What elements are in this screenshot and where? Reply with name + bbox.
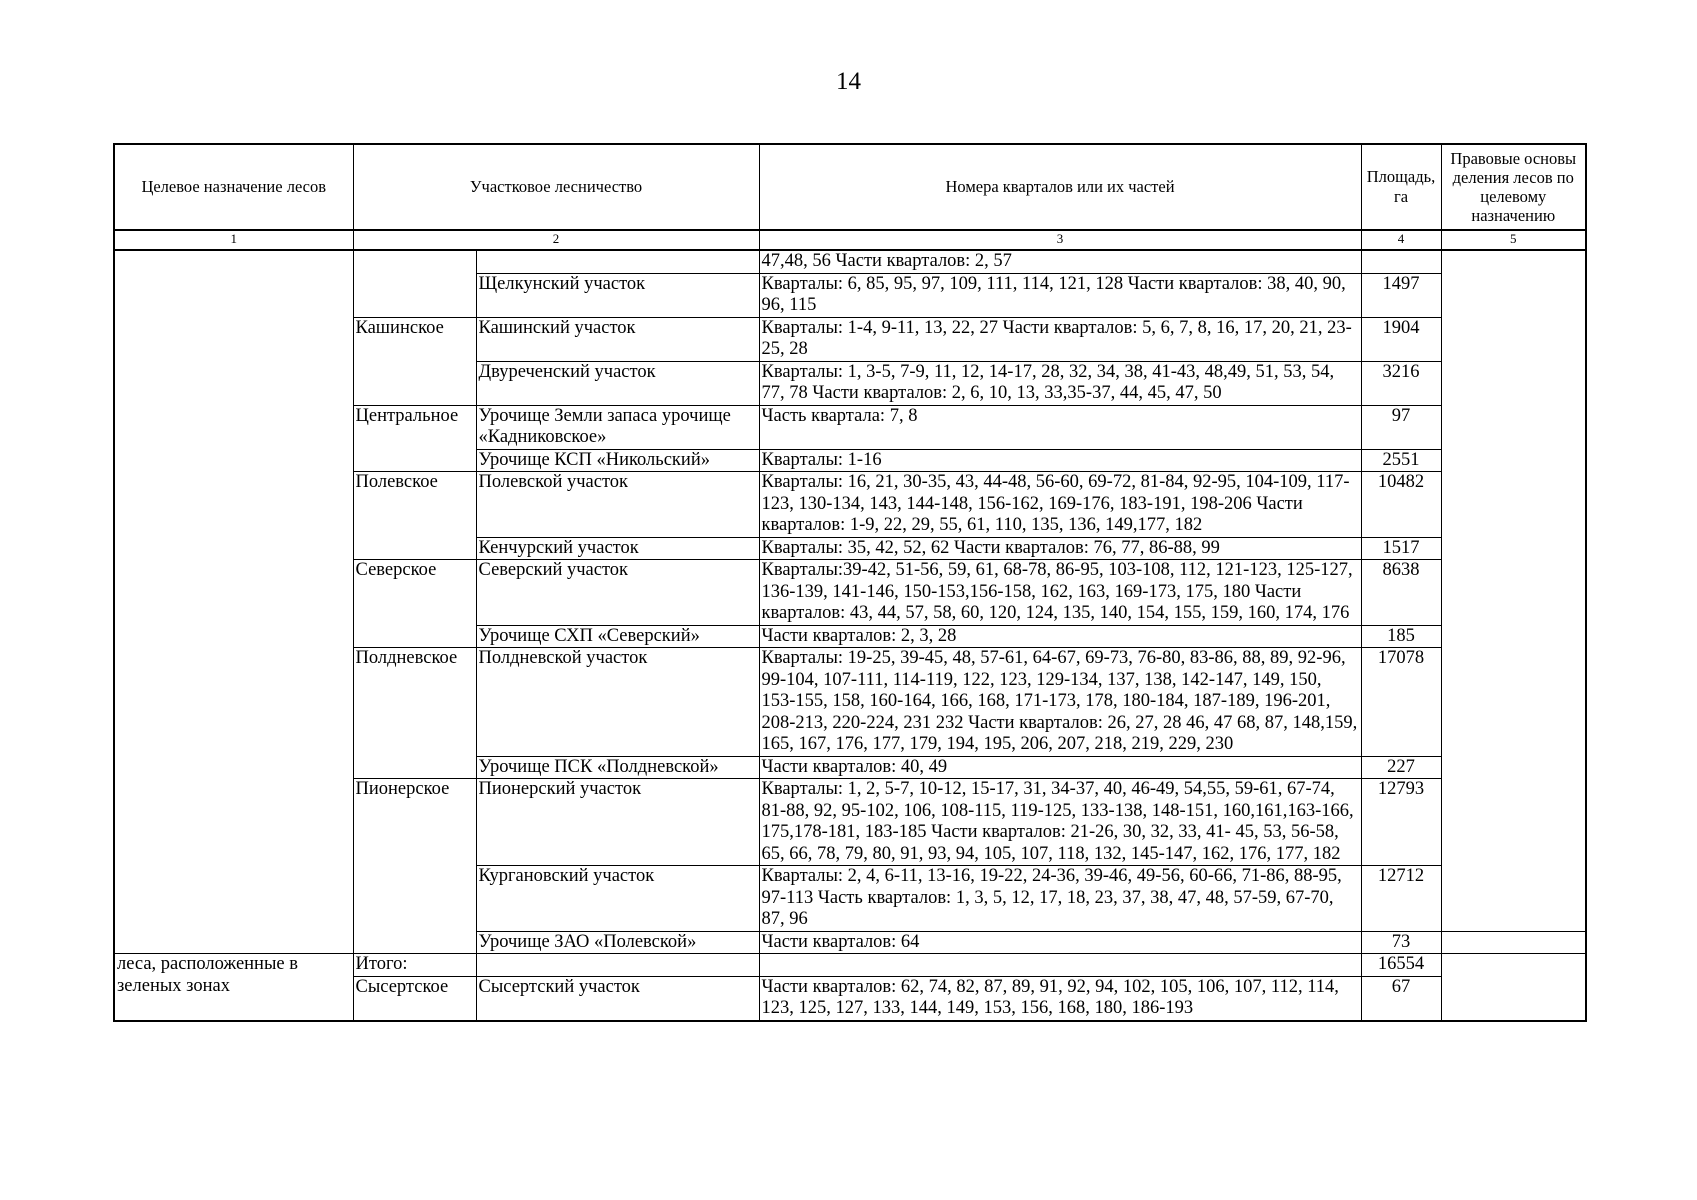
header-district: Участковое лесничество (353, 144, 759, 230)
area-cell: 97 (1361, 405, 1441, 449)
plot-cell: Урочище ЗАО «Полевской» (476, 931, 759, 954)
quarters-cell: Часть квартала: 7, 8 (759, 405, 1361, 449)
area-cell: 2551 (1361, 449, 1441, 472)
forestry-cell (353, 250, 476, 317)
total-row (114, 954, 1586, 977)
area-cell: 10482 (1361, 472, 1441, 538)
plot-cell: Урочище СХП «Северский» (476, 625, 759, 648)
plot-cell: Полдневской участок (476, 648, 759, 757)
col-number: 5 (1441, 230, 1586, 250)
forestry-cell: Полевское (353, 472, 476, 560)
header-legal: Правовые основы деления лесов по целевому назначению (1441, 144, 1586, 230)
plot-cell: Кашинский участок (476, 317, 759, 361)
area-cell (1361, 250, 1441, 273)
legal-cell (1441, 250, 1586, 931)
col-number: 2 (353, 230, 759, 250)
area-cell: 8638 (1361, 560, 1441, 626)
plot-cell: Щелкунский участок (476, 273, 759, 317)
area-cell: 17078 (1361, 648, 1441, 757)
area-cell: 1497 (1361, 273, 1441, 317)
quarters-cell: Части кварталов: 40, 49 (759, 756, 1361, 779)
legal-cell (1441, 931, 1586, 954)
area-cell: 1517 (1361, 537, 1441, 560)
area-cell: 12793 (1361, 779, 1441, 866)
col-number: 3 (759, 230, 1361, 250)
area-cell: 12712 (1361, 866, 1441, 932)
forestry-cell: Пионерское (353, 779, 476, 954)
quarters-cell: Кварталы: 35, 42, 52, 62 Части кварталов: 76, 77, 86-88, 99 (759, 537, 1361, 560)
header-purpose: Целевое назначение лесов (114, 144, 353, 230)
quarters-cell: Части кварталов: 2, 3, 28 (759, 625, 1361, 648)
plot-cell: Сысертский участок (476, 976, 759, 1021)
area-cell: 185 (1361, 625, 1441, 648)
forest-purpose-table-frame (113, 143, 1587, 1022)
plot-cell: Кургановский участок (476, 866, 759, 932)
purpose-cell (114, 250, 353, 954)
header-area: Площадь, га (1361, 144, 1441, 230)
legal-cell (1441, 954, 1586, 1021)
plot-cell: Урочище КСП «Никольский» (476, 449, 759, 472)
table-row (114, 250, 1586, 273)
forestry-cell: Центральное (353, 405, 476, 472)
quarters-cell (759, 954, 1361, 977)
plot-cell: Урочище Земли запаса урочище «Кадниковское» (476, 405, 759, 449)
quarters-cell: Кварталы: 6, 85, 95, 97, 109, 111, 114, 121, 128 Части кварталов: 38, 40, 90, 96, 115 (759, 273, 1361, 317)
col-number: 1 (114, 230, 353, 250)
total-label: Итого: (353, 954, 476, 977)
area-cell: 67 (1361, 976, 1441, 1021)
area-cell: 227 (1361, 756, 1441, 779)
plot-cell: Пионерский участок (476, 779, 759, 866)
forest-purpose-table (113, 143, 1587, 1022)
plot-cell: Урочище ПСК «Полдневской» (476, 756, 759, 779)
forestry-cell: Полдневское (353, 648, 476, 779)
quarters-cell: Кварталы: 1, 2, 5-7, 10-12, 15-17, 31, 34-37, 40, 46-49, 54,55, 59-61, 67-74, 81-88, 92, 95-102, 106, 108-115, 119-125, 133-138, 148-151, 160,161,163-166, 175,178-181, 183-185 Части кварталов: 21-26, 30, 32, 33, 41- 45, 53, 56-58, 65, 66, 78, 79, 80, 91, 93, 94, 105, 107, 118, 132, 145-147, 162, 176, 177, 182 (759, 779, 1361, 866)
forestry-cell: Северское (353, 560, 476, 648)
plot-cell (476, 954, 759, 977)
area-cell: 3216 (1361, 361, 1441, 405)
area-cell: 1904 (1361, 317, 1441, 361)
quarters-cell: Части кварталов: 62, 74, 82, 87, 89, 91, 92, 94, 102, 105, 106, 107, 112, 114, 123, 125, 127, 133, 144, 149, 153, 156, 168, 180, 186-193 (759, 976, 1361, 1021)
purpose-cell-green-zones: леса, расположенные в зеленых зонах (114, 954, 353, 1021)
forestry-cell: Сысертское (353, 976, 476, 1021)
forestry-cell: Кашинское (353, 317, 476, 405)
plot-cell: Северский участок (476, 560, 759, 626)
quarters-cell: Кварталы: 16, 21, 30-35, 43, 44-48, 56-60, 69-72, 81-84, 92-95, 104-109, 117-123, 130-134, 143, 144-148, 156-162, 169-176, 183-191, 198-206 Части кварталов: 1-9, 22, 29, 55, 61, 110, 135, 136, 149,177, 182 (759, 472, 1361, 538)
total-area: 16554 (1361, 954, 1441, 977)
page-number: 14 (836, 68, 861, 95)
header-quarters: Номера кварталов или их частей (759, 144, 1361, 230)
quarters-cell: Кварталы: 1-4, 9-11, 13, 22, 27 Части кварталов: 5, 6, 7, 8, 16, 17, 20, 21, 23-25, 28 (759, 317, 1361, 361)
col-number: 4 (1361, 230, 1441, 250)
quarters-cell: Кварталы:39-42, 51-56, 59, 61, 68-78, 86-95, 103-108, 112, 121-123, 125-127, 136-139, 141-146, 150-153,156-158, 162, 163, 169-173, 175, 180 Части кварталов: 43, 44, 57, 58, 60, 120, 124, 135, 140, 154, 155, 159, 160, 174, 176 (759, 560, 1361, 626)
quarters-cell: Кварталы: 1-16 (759, 449, 1361, 472)
quarters-cell: Части кварталов: 64 (759, 931, 1361, 954)
quarters-cell: 47,48, 56 Части кварталов: 2, 57 (759, 250, 1361, 273)
quarters-cell: Кварталы: 19-25, 39-45, 48, 57-61, 64-67, 69-73, 76-80, 83-86, 88, 89, 92-96, 99-104, 107-111, 114-119, 122, 123, 129-134, 137, 138, 142-147, 149, 150, 153-155, 158, 160-164, 166, 168, 171-173, 178, 180-184, 187-189, 196-201, 208-213, 220-224, 231 232 Части кварталов: 26, 27, 28 46, 47 68, 87, 148,159, 165, 167, 176, 177, 179, 194, 195, 206, 207, 218, 219, 229, 230 (759, 648, 1361, 757)
plot-cell: Двуреченский участок (476, 361, 759, 405)
plot-cell: Кенчурский участок (476, 537, 759, 560)
quarters-cell: Кварталы: 2, 4, 6-11, 13-16, 19-22, 24-36, 39-46, 49-56, 60-66, 71-86, 88-95, 97-113 Часть кварталов: 1, 3, 5, 12, 17, 18, 23, 37, 38, 47, 48, 57-59, 67-70, 87, 96 (759, 866, 1361, 932)
area-cell: 73 (1361, 931, 1441, 954)
plot-cell: Полевской участок (476, 472, 759, 538)
quarters-cell: Кварталы: 1, 3-5, 7-9, 11, 12, 14-17, 28, 32, 34, 38, 41-43, 48,49, 51, 53, 54, 77, 78 Части кварталов: 2, 6, 10, 13, 33,35-37, 44, 45, 47, 50 (759, 361, 1361, 405)
plot-cell (476, 250, 759, 273)
